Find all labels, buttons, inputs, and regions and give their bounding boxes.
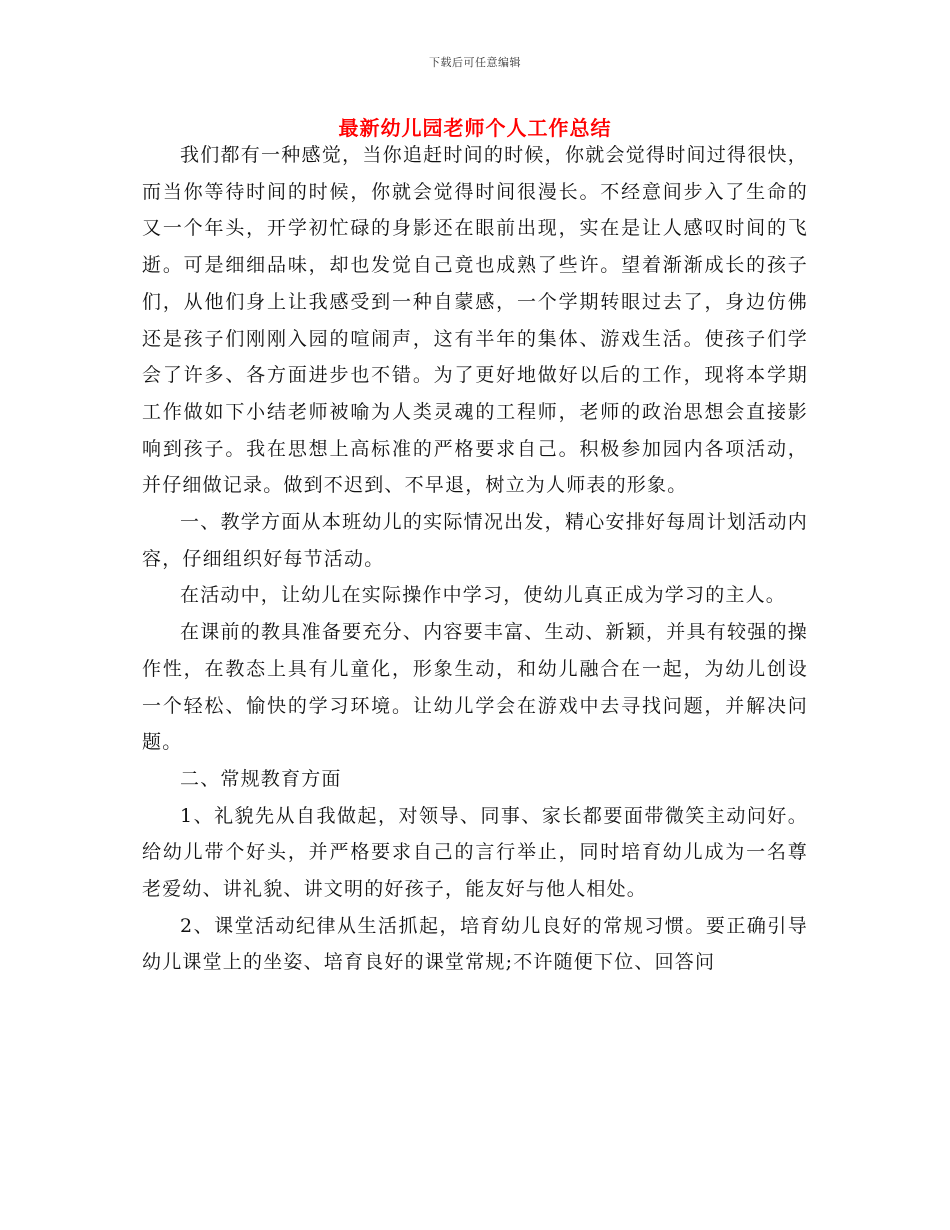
paragraph-intro: 我们都有一种感觉，当你追赶时间的时候，你就会觉得时间过得很快，而当你等待时间的时候，你就会觉得时间很漫长。不经意间步入了生命的又一个年头，开学初忙碌的身影还在眼前出现，实在是让人感叹时间的飞逝。可是细细品味，却也发觉自己竟也成熟了些许。望着渐渐成长的孩子们，从他们身上让我感受到一种自蒙感，一个学期转眼过去了，身边仿佛还是孩子们刚刚入园的喧闹声，这有半年的集体、游戏生活。使孩子们学会了许多、各方面进步也不错。为了更好地做好以后的工作，现将本学期工作做如下小结老师被喻为人类灵魂的工程师，老师的政治思想会直接影响到孩子。我在思想上高标准的严格要求自己。积极参加园内各项活动，并仔细做记录。做到不迟到、不早退，树立为人师表的形象。 — [142, 144, 808, 497]
paragraph-teaching: 一、教学方面从本班幼儿的实际情况出发，精心安排好每周计划活动内容，仔细组织好每节活动。 — [142, 511, 808, 570]
paragraph-activities: 在活动中，让幼儿在实际操作中学习，使幼儿真正成为学习的主人。 — [180, 584, 787, 607]
paragraph-discipline: 2、课堂活动纪律从生活抓起，培育幼儿良好的常规习惯。要正确引导幼儿课堂上的坐姿、培育良好的课堂常规;不许随便下位、回答问 — [142, 914, 808, 974]
document-body — [142, 137, 808, 981]
paragraph-preparation: 在课前的教具准备要充分、内容要丰富、生动、新颖，并具有较强的操作性，在教态上具有儿童化，形象生动，和幼儿融合在一起，为幼儿创设一个轻松、愉快的学习环境。让幼儿学会在游戏中去寻找问题，并解决问题。 — [142, 621, 808, 754]
document-title: 最新幼儿园老师个人工作总结 — [338, 116, 612, 140]
paragraph-routine-heading: 二、常规教育方面 — [180, 767, 342, 790]
header-note: 下载后可任意编辑 — [429, 56, 521, 69]
paragraph-courtesy: 1、礼貌先从自我做起，对领导、同事、家长都要面带微笑主动问好。给幼儿带个好头，并严格要求自己的言行举止，同时培育幼儿成为一名尊老爱幼、讲礼貌、讲文明的好孩子，能友好与他人相处。 — [142, 804, 808, 901]
